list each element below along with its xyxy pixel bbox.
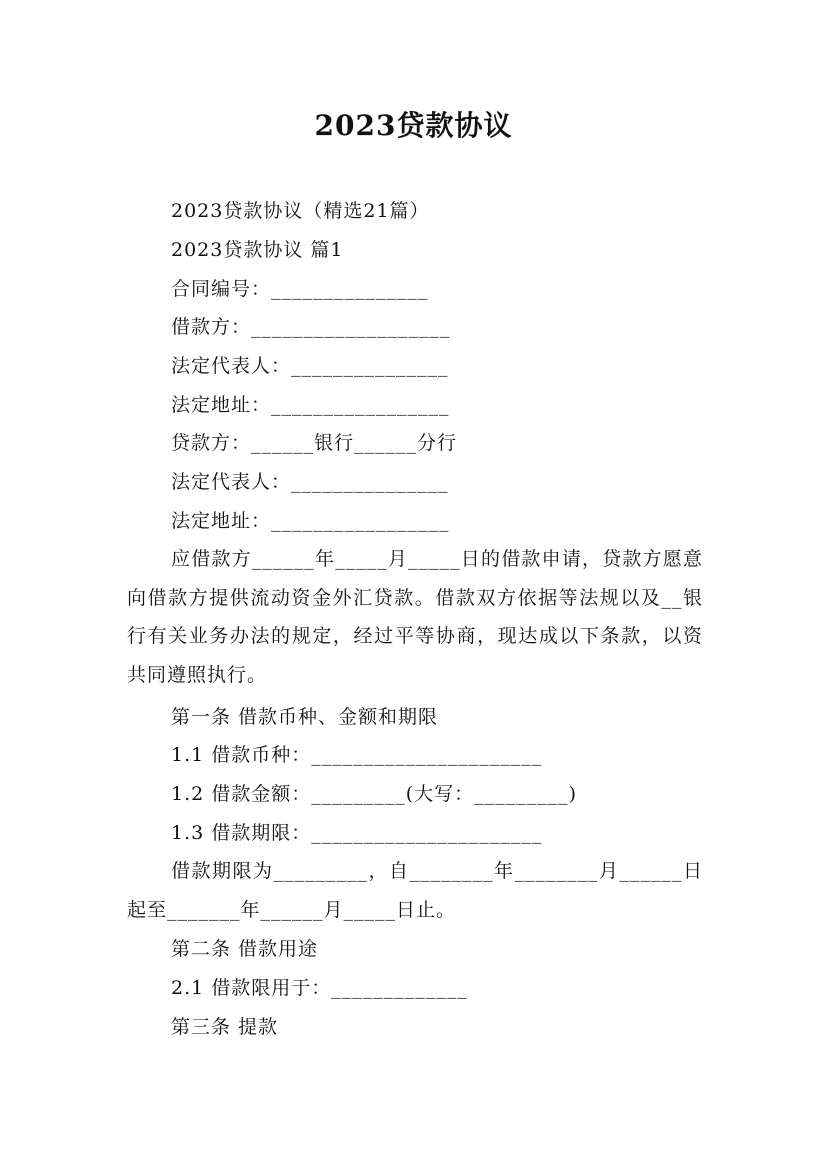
lender-legal-address-field: 法定地址：_________________	[171, 510, 450, 532]
loan-period-paragraph: 借款期限为_________，自________年________月______日起至_______年______月_____日止。	[127, 860, 703, 921]
article-3-heading: 第三条 提款	[171, 1016, 279, 1038]
borrower-legal-address-field: 法定地址：_________________	[171, 394, 450, 416]
borrower-field: 借款方：___________________	[171, 316, 451, 338]
document-title: 2023贷款协议	[314, 109, 513, 142]
borrower-legal-rep-field: 法定代表人：_______________	[171, 355, 449, 377]
section-heading: 2023贷款协议 篇1	[171, 239, 344, 261]
article-1-heading: 第一条 借款币种、金额和期限	[171, 706, 439, 728]
document-subtitle: 2023贷款协议（精选21篇）	[171, 200, 430, 222]
intro-paragraph: 应借款方______年_____月_____日的借款申请，贷款方愿意向借款方提供流动资金外汇贷款。借款双方依据等法规以及__银行有关业务办法的规定，经过平等协商，现达成以下条款，以资共同遵照执行。	[127, 548, 703, 686]
loan-purpose-field: 2.1 借款限用于：_____________	[171, 977, 468, 999]
contract-number-field: 合同编号：_______________	[171, 278, 429, 300]
loan-currency-field: 1.1 借款币种：______________________	[171, 744, 543, 766]
article-2-heading: 第二条 借款用途	[171, 938, 319, 960]
loan-amount-field: 1.2 借款金额：_________(大写：_________)	[171, 783, 578, 805]
loan-term-field: 1.3 借款期限：______________________	[171, 822, 543, 844]
lender-field: 贷款方：______银行______分行	[171, 432, 458, 454]
lender-legal-rep-field: 法定代表人：_______________	[171, 471, 449, 493]
